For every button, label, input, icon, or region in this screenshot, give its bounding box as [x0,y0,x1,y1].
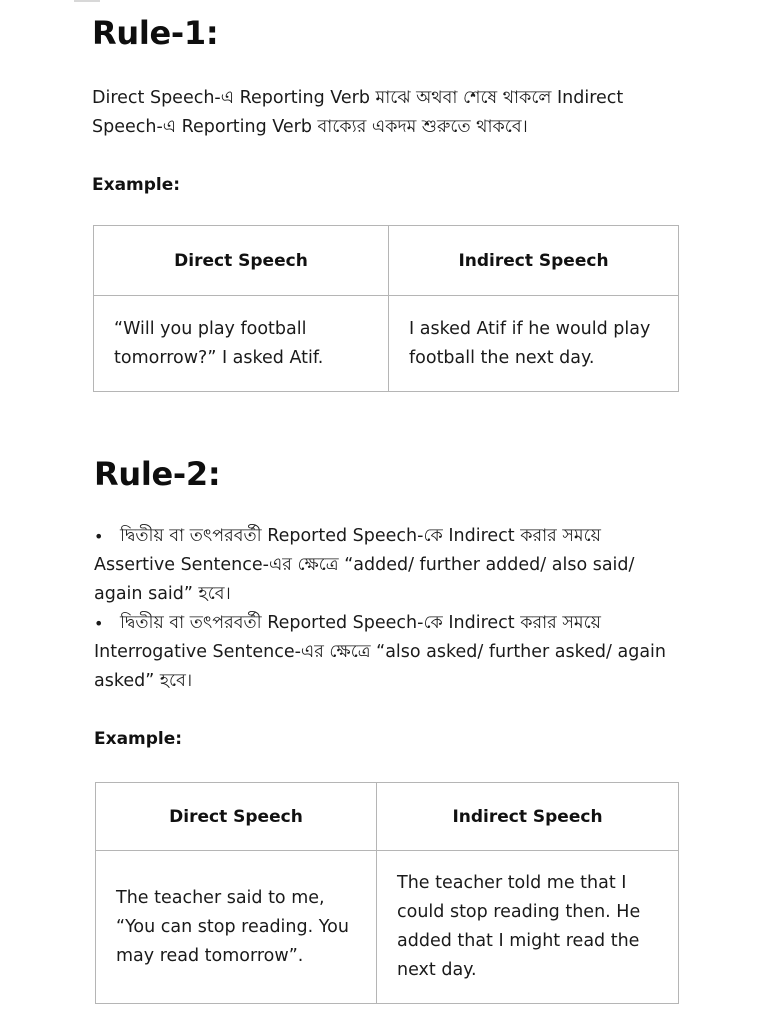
direct-speech-cell: “Will you play football tomorrow?” I asked Atif. [94,296,389,392]
rule-1-example-table [93,225,679,392]
direct-speech-header: Direct Speech [96,783,377,851]
direct-speech-cell: The teacher said to me, “You can stop reading. You may read tomorrow”. [96,851,377,1004]
rule-1-example-label: Example: [92,175,181,195]
bullet-text: দ্বিতীয় বা তৎপরবর্তী Reported Speech-কে Indirect করার সময়ে Interrogative Sentence-এর ক্ষেত্রে “also asked/ further asked/ again asked” হবে। [94,613,666,691]
rule-2-bullet-list [94,522,674,696]
rule-2-example-table [95,782,679,1004]
direct-speech-header: Direct Speech [94,226,389,296]
table-header-row [96,783,679,851]
list-item [94,522,674,609]
bullet-text: দ্বিতীয় বা তৎপরবর্তী Reported Speech-কে Indirect করার সময়ে Assertive Sentence-এর ক্ষেত্রে “added/ further added/ also said/ again said” হবে। [94,526,635,604]
rule-2-example-label: Example: [94,729,183,749]
rule-2-heading: Rule-2: [94,455,221,493]
table-row [94,296,679,392]
indirect-speech-cell: The teacher told me that I could stop reading then. He added that I might read the next day. [377,851,679,1004]
bullet-icon: • [94,614,104,633]
rule-1-heading: Rule-1: [92,14,219,52]
top-divider [74,0,100,2]
indirect-speech-header: Indirect Speech [389,226,679,296]
bullet-icon: • [94,527,104,546]
indirect-speech-header: Indirect Speech [377,783,679,851]
rule-1-description: Direct Speech-এ Reporting Verb মাঝে অথবা শেষে থাকলে Indirect Speech-এ Reporting Verb বাক্যের একদম শুরুতে থাকবে। [92,88,624,137]
list-item [94,609,674,696]
table-row [96,851,679,1004]
indirect-speech-cell: I asked Atif if he would play football the next day. [389,296,679,392]
table-header-row [94,226,679,296]
